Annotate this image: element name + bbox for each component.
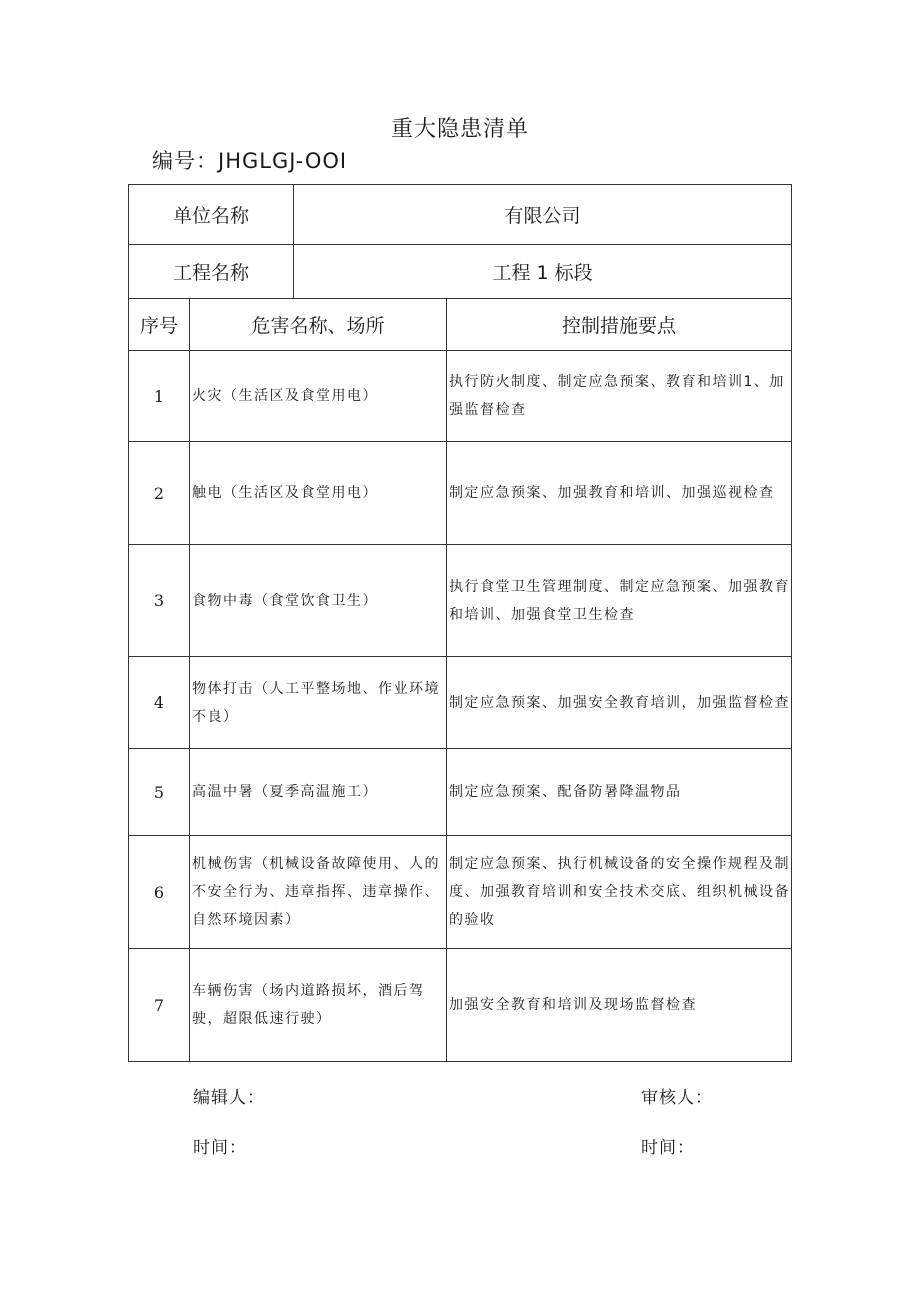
column-header-no: 序号 — [129, 299, 190, 351]
row-number: 6 — [129, 836, 190, 949]
column-header-row — [129, 299, 792, 351]
hazard-cell: 车辆伤害（场内道路损坏，酒后驾驶，超限低速行驶） — [190, 949, 447, 1062]
unit-name-value: 有限公司 — [294, 185, 792, 245]
time-label-left: 时间： — [193, 1138, 247, 1158]
table-row — [129, 657, 792, 749]
table-row — [129, 836, 792, 949]
measures-cell: 制定应急预案、执行机械设备的安全操作规程及制度、加强教育培训和安全技术交底、组织机械设备的验收 — [447, 836, 792, 949]
row-number: 3 — [129, 545, 190, 657]
editor-label: 编辑人： — [193, 1088, 265, 1108]
table-row — [129, 749, 792, 836]
info-row-unit — [129, 185, 792, 245]
table-row — [129, 949, 792, 1062]
measures-cell: 制定应急预案、配备防暑降温物品 — [447, 749, 792, 836]
measures-cell: 执行食堂卫生管理制度、制定应急预案、加强教育和培训、加强食堂卫生检查 — [447, 545, 792, 657]
hazard-cell: 触电（生活区及食堂用电） — [190, 442, 447, 545]
time-label-right: 时间： — [641, 1138, 695, 1158]
project-name-value: 工程 1 标段 — [294, 245, 792, 299]
measures-cell: 制定应急预案、加强教育和培训、加强巡视检查 — [447, 442, 792, 545]
hazard-cell: 食物中毒（食堂饮食卫生） — [190, 545, 447, 657]
row-number: 2 — [129, 442, 190, 545]
row-number: 4 — [129, 657, 190, 749]
hazard-table — [128, 184, 792, 1062]
hazard-cell: 火灾（生活区及食堂用电） — [190, 351, 447, 442]
table-row — [129, 442, 792, 545]
document-number: 编号：JHGLGJ-OOI — [152, 149, 348, 173]
measures-cell: 加强安全教育和培训及现场监督检查 — [447, 949, 792, 1062]
row-number: 1 — [129, 351, 190, 442]
unit-name-label: 单位名称 — [129, 185, 294, 245]
row-number: 7 — [129, 949, 190, 1062]
column-header-hazard: 危害名称、场所 — [190, 299, 447, 351]
row-number: 5 — [129, 749, 190, 836]
project-name-label: 工程名称 — [129, 245, 294, 299]
hazard-cell: 物体打击（人工平整场地、作业环境不良） — [190, 657, 447, 749]
info-row-project — [129, 245, 792, 299]
page-title: 重大隐患清单 — [390, 117, 529, 142]
hazard-cell: 高温中暑（夏季高温施工） — [190, 749, 447, 836]
table-row — [129, 545, 792, 657]
measures-cell: 制定应急预案、加强安全教育培训，加强监督检查 — [447, 657, 792, 749]
reviewer-label: 审核人： — [641, 1088, 713, 1108]
measures-cell: 执行防火制度、制定应急预案、教育和培训1、加强监督检查 — [447, 351, 792, 442]
table-row — [129, 351, 792, 442]
column-header-measures: 控制措施要点 — [447, 299, 792, 351]
hazard-cell: 机械伤害（机械设备故障使用、人的不安全行为、违章指挥、违章操作、自然环境因素） — [190, 836, 447, 949]
